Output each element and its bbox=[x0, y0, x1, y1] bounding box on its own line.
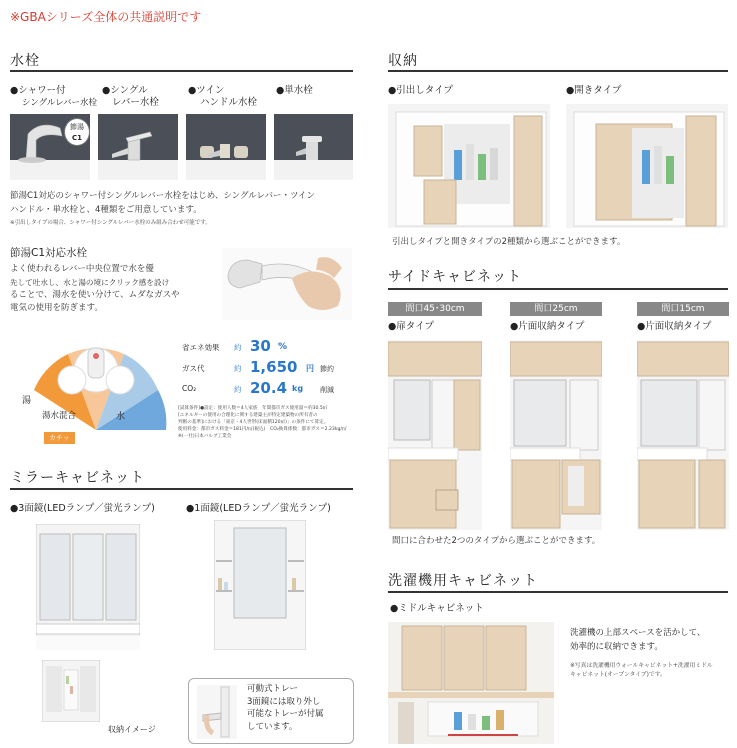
fine-print-5: ※(一社)日本バルブ工業会 bbox=[178, 434, 232, 439]
dial-click-label: カチッ bbox=[44, 432, 75, 444]
washer-type: ●ミドルキャビネット bbox=[390, 603, 484, 614]
width-badge-1: 間口45･30cm bbox=[388, 302, 482, 316]
washer-note bbox=[570, 662, 713, 680]
faucet-type-3-line1: ●ツイン bbox=[188, 85, 225, 96]
faucet-type-2-line1: ●シングル bbox=[102, 85, 148, 96]
c1-desc-line-2: 先して吐水し、水と湯の境にクリック感を設け bbox=[10, 278, 170, 287]
storage-section-title: 収納 bbox=[388, 53, 418, 69]
eco-fine-print bbox=[178, 405, 354, 440]
eco-pre-2: 約 bbox=[234, 364, 242, 373]
eco-stats bbox=[178, 337, 354, 400]
storage-type-1: ●引出しタイプ bbox=[388, 85, 453, 96]
tray-text-4: しています。 bbox=[247, 721, 298, 732]
drawer-type-photo bbox=[388, 104, 550, 228]
tray-text-1: 可動式トレー bbox=[247, 684, 299, 694]
mirror-section-title: ミラーキャビネット bbox=[10, 470, 145, 486]
dial-mix-label: 湯水混合 bbox=[42, 411, 77, 421]
faucet-note: ※引出しタイプの場合、シャワー付シングルレバー水栓のみ組み合わせ可能です。 bbox=[10, 220, 211, 226]
washer-section-rule bbox=[388, 591, 728, 593]
c1-desc-line-4: 電気の使用を防ぎます。 bbox=[10, 303, 103, 313]
faucet-section-rule bbox=[10, 70, 353, 72]
mirror-type-2: ●1面鏡(LEDランプ／蛍光ランプ) bbox=[186, 503, 331, 514]
c1-desc-line-3: ることで、湯水を使い分けて、ムダなガスや bbox=[10, 290, 180, 300]
side-type-1: ●扉タイプ bbox=[388, 321, 434, 332]
eco-value-2: 1,650 bbox=[250, 358, 298, 376]
fine-print-3: 判断の基準]における「東京・4人世帯(床面積120㎡)」の条件にて算定。 bbox=[178, 420, 329, 425]
single-side-storage-photo-15 bbox=[637, 340, 729, 530]
mirror-section-rule bbox=[10, 488, 353, 490]
c1-badge bbox=[64, 118, 90, 146]
dial-water-label: 水 bbox=[116, 412, 126, 422]
fine-print-1: [試算条件]●設定：使用人数＝4人家族 年間都市ガス使用量＝約30.5㎥ bbox=[178, 406, 328, 411]
single-lever-faucet-photo bbox=[98, 114, 178, 180]
side-cabinet-section-rule bbox=[388, 288, 728, 290]
single-face-mirror-photo bbox=[214, 520, 306, 650]
eco-value-1: 30 bbox=[250, 337, 271, 355]
eco-label-2: ガス代 bbox=[182, 364, 205, 373]
washer-section-title: 洗濯機用キャビネット bbox=[388, 573, 538, 589]
door-type-side-cabinet-photo bbox=[388, 340, 482, 530]
three-face-mirror-photo bbox=[36, 524, 140, 650]
width-badge-2: 間口25cm bbox=[510, 302, 602, 316]
storage-section-rule bbox=[388, 70, 728, 72]
mirror-storage-image bbox=[42, 660, 100, 722]
tray-text bbox=[247, 683, 324, 733]
faucet-type-2-line2: レバー水栓 bbox=[112, 97, 159, 108]
movable-tray-callout bbox=[188, 678, 354, 744]
eco-pre-3: 約 bbox=[234, 385, 242, 394]
side-cabinet-section-title: サイドキャビネット bbox=[388, 269, 523, 285]
faucet-type-3-line2: ハンドル水栓 bbox=[200, 97, 258, 108]
lever-hand-photo bbox=[222, 248, 352, 320]
eco-value-3: 20.4 bbox=[250, 379, 288, 397]
faucet-desc-1: 節湯C1対応のシャワー付シングルレバー水栓をはじめ、シングルレバー・ツイン bbox=[10, 191, 316, 201]
storage-type-2: ●開きタイプ bbox=[566, 85, 622, 96]
c1-faucet-desc bbox=[10, 263, 215, 315]
single-side-storage-photo-25 bbox=[510, 340, 602, 530]
washer-note-1: ※写真は洗濯機用ウォールキャビネット+洗濯用ミドル bbox=[570, 663, 713, 669]
dial-hot-label: 湯 bbox=[22, 396, 32, 406]
lever-position-diagram bbox=[22, 330, 170, 448]
width-badge-3: 間口15cm bbox=[637, 302, 729, 316]
single-tap-faucet-photo bbox=[274, 114, 353, 180]
faucet-type-4-line1: ●単水栓 bbox=[276, 85, 313, 96]
eco-suffix-3: 削減 bbox=[320, 386, 334, 394]
middle-cabinet-photo bbox=[388, 622, 554, 744]
tray-photo bbox=[197, 685, 237, 739]
side-type-3: ●片面収納タイプ bbox=[637, 321, 712, 332]
eco-unit-3: kg bbox=[292, 384, 304, 393]
hinged-type-photo bbox=[566, 104, 728, 228]
mirror-type-1: ●3面鏡(LEDランプ／蛍光ランプ) bbox=[10, 503, 155, 514]
faucet-type-1-line1: ●シャワー付 bbox=[10, 85, 66, 96]
faucet-type-1-line2: シングルレバー水栓 bbox=[22, 98, 98, 108]
side-cabinet-caption: 間口に合わせた2つのタイプから選ぶことができます。 bbox=[392, 536, 601, 546]
c1-faucet-title: 節湯C1対応水栓 bbox=[10, 247, 88, 259]
page-header-note: ※GBAシリーズ全体の共通説明です bbox=[10, 10, 202, 24]
tray-text-2: 3面鏡には取り外し bbox=[247, 696, 321, 707]
twin-handle-faucet-photo bbox=[186, 114, 266, 180]
fine-print-4: 使用料金：都市ガス料金＝181円/㎥(税込) CO₂換算係数：都市ガス＝2.23kg/㎥ bbox=[178, 427, 347, 432]
eco-pre-1: 約 bbox=[234, 343, 242, 352]
c1-badge-line1: 節湯 bbox=[70, 123, 84, 131]
washer-desc-1: 洗濯機の上部スペースを活かして、 bbox=[570, 628, 706, 638]
storage-caption: 引出しタイプと開きタイプの2種類から選ぶことができます。 bbox=[392, 237, 626, 247]
faucet-desc-2: ハンドル・単水栓と、4種類をご用意しています。 bbox=[10, 205, 202, 215]
side-type-2: ●片面収納タイプ bbox=[510, 321, 585, 332]
eco-suffix-2: 節約 bbox=[320, 365, 334, 373]
tray-text-3: 可能なトレーが付属 bbox=[247, 709, 324, 719]
eco-label-3: CO₂ bbox=[182, 384, 197, 393]
c1-badge-line2: C1 bbox=[71, 134, 82, 142]
eco-label-1: 省エネ効果 bbox=[182, 343, 220, 352]
washer-desc-2: 効率的に収納できます。 bbox=[570, 642, 663, 652]
mirror-storage-image-label: 収納イメージ bbox=[108, 725, 156, 734]
washer-note-2: キャビネット(オープンタイプ)です。 bbox=[570, 672, 666, 678]
c1-desc-line-1: よく使われるレバー中央位置で水を優 bbox=[10, 264, 154, 274]
washer-desc bbox=[570, 626, 705, 654]
eco-unit-2: 円 bbox=[306, 364, 314, 373]
faucet-section-title: 水栓 bbox=[10, 53, 40, 69]
eco-unit-1: % bbox=[278, 342, 288, 352]
fine-print-2: [エネルギーの使用の合理化に関する建築主が特定建築物の所有者の bbox=[178, 413, 318, 418]
